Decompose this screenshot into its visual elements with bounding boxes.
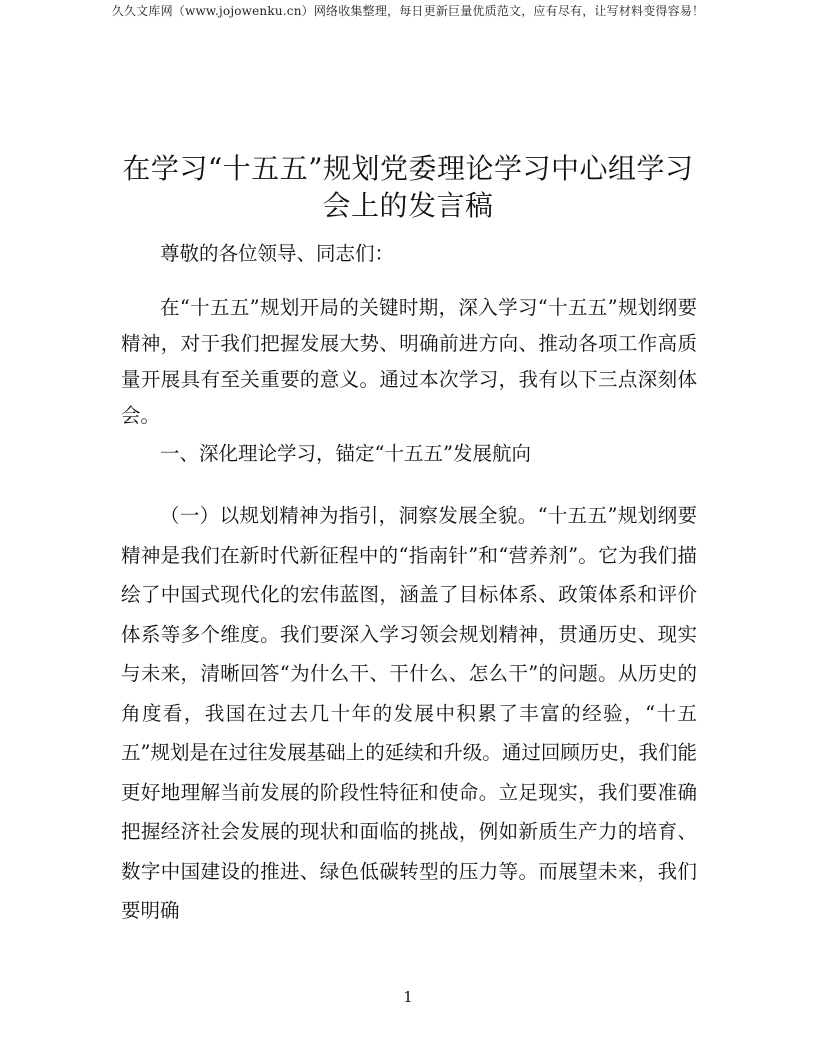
intro-paragraph: 在“十五五”规划开局的关键时期，深入学习“十五五”规划纲要精神，对于我们把握发展大势、明确前进方向、推动各项工作高质量开展具有至关重要的意义。通过本次学习，我有以下三点深刻体会。 [121, 296, 697, 427]
section-heading-1: 一、深化理论学习，锚定“十五五”发展航向 [160, 442, 531, 465]
header-notice: 久久文库网（www.jojowenku.cn）网络收集整理，每日更新巨量优质范文，应有尽有，让写材料变得容易！ [111, 4, 705, 18]
page-number: 1 [403, 988, 413, 1006]
salutation: 尊敬的各位领导、同志们： [160, 242, 395, 265]
section-1-paragraph-1: （一）以规划精神为指引，洞察发展全貌。“十五五”规划纲要精神是我们在新时代新征程中的“指南针”和“营养剂”。它为我们描绘了中国式现代化的宏伟蓝图，涵盖了目标体系、政策体系和评价体系等多个维度。我们要深入学习领会规划精神，贯通历史、现实与未来，清晰回答“为什么干、干什么、怎么干”的问题。从历史的角度看，我国在过去几十年的发展中积累了丰富的经验，“十五五”规划是在过往发展基础上的延续和升级。通过回顾历史，我们能更好地理解当前发展的阶段性特征和使命。立足现实，我们要准确把握经济社会发展的现状和面临的挑战，例如新质生产力的培育、数字中国建设的推进、绿色低碳转型的压力等。而展望未来，我们要明确 [121, 504, 697, 922]
document-title: 在学习“十五五”规划党委理论学习中心组学习会上的发言稿 [122, 152, 694, 222]
